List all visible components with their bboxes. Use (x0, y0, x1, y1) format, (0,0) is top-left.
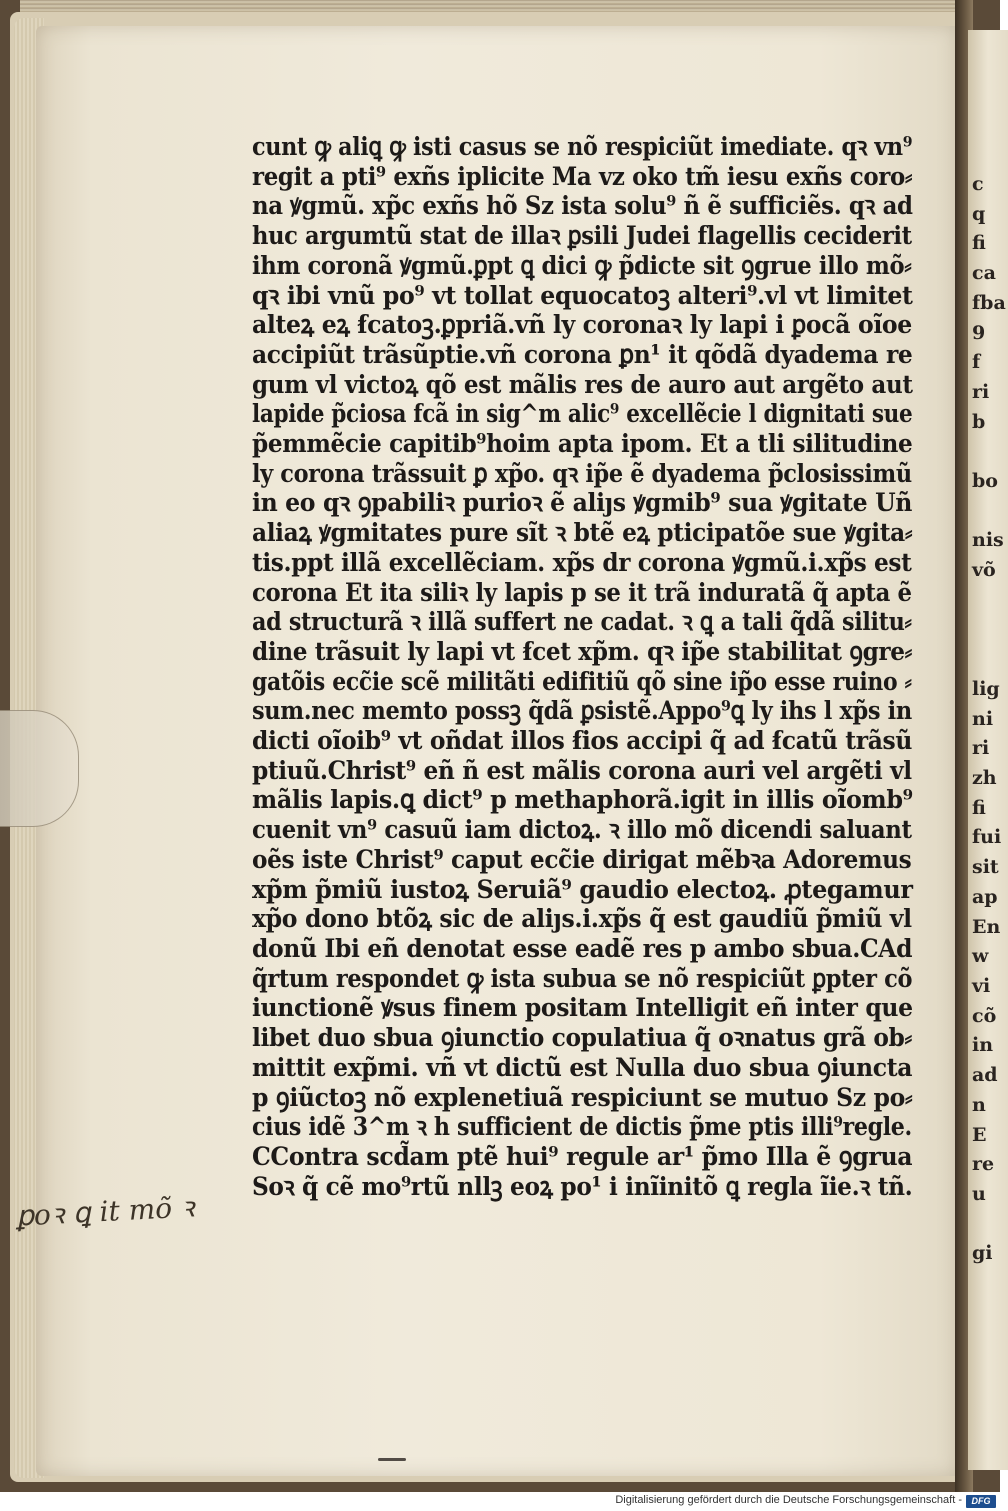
text-line: cunt ꝙ aliꝗ ꝙ isti casus se nõ respiciũt imediate. qꝛ vn⁹ (252, 132, 913, 162)
text-line: xp̃o dono btõꝝ sic de aliȷs.i.xp̃s q̃ est gaudiũ p̃miũ vl (252, 904, 912, 935)
text-line: corona Et ita siliꝛ ly lapis p se it trã induratã q̃ apta ẽ (252, 577, 912, 608)
text-line: cuenit vn⁹ casuũ iam dictoꝝ. ꝛ illo mõ dicendi saluant (252, 815, 912, 846)
text-line: cius idẽ 3^m ꝛ h sufficient de dictis p̃me ptis illi⁹regle. (252, 1112, 912, 1143)
text-line: tis.ppt illã excellẽciam. xp̃s dr corona ꝟgmũ.i.xp̃s est (252, 547, 912, 578)
credit-text: Digitalisierung gefördert durch die Deutsche Forschungsgemeinschaft - (615, 1494, 962, 1506)
text-line: mãlis lapis.ꝗ dict⁹ p methaphorã.igit in illis oĩomb⁹ (252, 785, 913, 816)
text-line: ihm coronã ꝟgmũ.ꝑpt ꝗ dici ꝙ p̃dicte sit ꝯgrue illo mõ⸗ (252, 250, 912, 281)
text-line: accipiũt trãsũptie.vñ corona ꝑn¹ it qõdã dyadema re (252, 339, 913, 370)
credit-strip (0, 1492, 1000, 1511)
text-line: ad structurã ꝛ illã suffert ne cadat. ꝛ ꝗ a tali q̃dã silitu⸗ (252, 607, 912, 638)
text-line: iunctionẽ ꝟsus finem positam Intelligit eñ inter que (252, 993, 913, 1024)
next-page (968, 30, 1008, 1470)
page-text-block (252, 133, 912, 1202)
text-line: libet duo sbua ꝯiunctio copulatiua q̃ oꝛnatus grã ob⸗ (252, 1023, 912, 1054)
text-line: aliaꝝ ꝟgmitates pure sĩt ꝛ btẽ eꝝ pticipatõe sue ꝟgita⸗ (252, 518, 913, 549)
page-clip (0, 710, 79, 827)
text-line: ptiuũ.Christ⁹ eñ ñ est mãlis corona auri vel argẽti vl (252, 755, 912, 786)
text-line: qꝛ ibi vnũ po⁹ vt tollat equocatoꝫ alteri⁹.vl vt limitet (252, 280, 913, 311)
text-line: donũ Ibi eñ denotat esse eadẽ res p ambo sbua.CAd (252, 933, 913, 964)
text-line: CContra scd̃am ptẽ hui⁹ regule ar¹ p̃mo Illa ẽ ꝯgrua (252, 1141, 913, 1172)
marginal-note: ꝑoꝛ ꝗ it mõ ꝛ (15, 1190, 195, 1233)
text-line: p̃emmẽcie capitib⁹hoim apta ipom. Et a tli silitudine (252, 429, 913, 460)
text-line: gum vl victoꝝ qõ est mãlis res de auro aut argẽto aut (252, 369, 913, 400)
text-line: Soꝛ q̃ cẽ mo⁹rtũ nllꝫ eoꝝ po¹ i inĩinitõ ꝗ regla ĩie.ꝛ tñ. (252, 1171, 913, 1202)
stray-mark (378, 1458, 406, 1461)
text-line: na ꝟgmũ. xp̃c exñs hõ Sz ista solu⁹ ñ ẽ sufficiẽs. qꝛ ad (252, 191, 913, 222)
text-line: dine trãsuit ly lapi vt ẜcet xp̃m. qꝛ ip̃e stabilitat ꝯgre⸗ (252, 636, 912, 667)
text-line: p ꝯiũctoꝫ nõ explenetiuã respiciunt se mutuo Sz po⸗ (252, 1082, 913, 1113)
text-line: sum.nec memto possꝫ q̃dã ꝑsistẽ.Appo⁹ꝗ ly ihs l xp̃s in (252, 696, 912, 727)
text-line: in eo qꝛ ꝯpabiliꝛ purioꝛ ẽ aliȷs ꝟgmib⁹ sua ꝟgitate Uñ (252, 488, 913, 519)
text-line: xp̃m p̃miũ iustoꝝ Seruiã⁹ gaudio electoꝝ. ꝓtegamur (252, 874, 913, 905)
text-line: gatõis ecc̃ie scẽ militãti edifitiũ qõ sine ip̃o esse ruino ⸗ (252, 666, 912, 697)
text-line: huc argumtũ stat de illaꝛ ꝑsili Judei flagellis ceciderit (252, 221, 912, 252)
text-line: ly corona trãssuit ꝑ xp̃o. qꝛ ip̃e ẽ dyadema p̃closissimũ (252, 458, 912, 489)
text-line: oẽs iste Christ⁹ caput ecc̃ie dirigat mẽbꝛa Adoremus (252, 844, 912, 875)
text-line: alteꝝ eꝝ ẜcatoꝫ.ꝑpriã.vñ ly coronaꝛ ly lapi i ꝑocã oĩoe (252, 310, 912, 341)
text-line: q̃rtum respondet ꝙ ista subua se nõ respiciũt ꝑpter cõ (252, 963, 913, 994)
text-line: regit a pti⁹ exñs iplicite Ma vz oko tm̃ iesu exñs coro⸗ (252, 161, 913, 192)
text-line: dicti oĩoib⁹ vt oñdat illos ẜios accipi q̃ ad ẜcatũ trãsũ (252, 726, 912, 757)
next-page-fragment: c q fi ca fba 9 f ri b bo nis võ lig ni ri zh fi fui sit ap En w vi cõ in ad n E re u gi (972, 173, 1006, 1265)
dfg-logo: DFG (966, 1495, 996, 1508)
text-line: lapide p̃ciosa fcã in sig^m alic⁹ excellẽcie l dignitati sue (252, 399, 913, 430)
text-line: mittit exp̃mi. vñ vt dictũ est Nulla duo sbua ꝯiuncta (252, 1052, 913, 1083)
